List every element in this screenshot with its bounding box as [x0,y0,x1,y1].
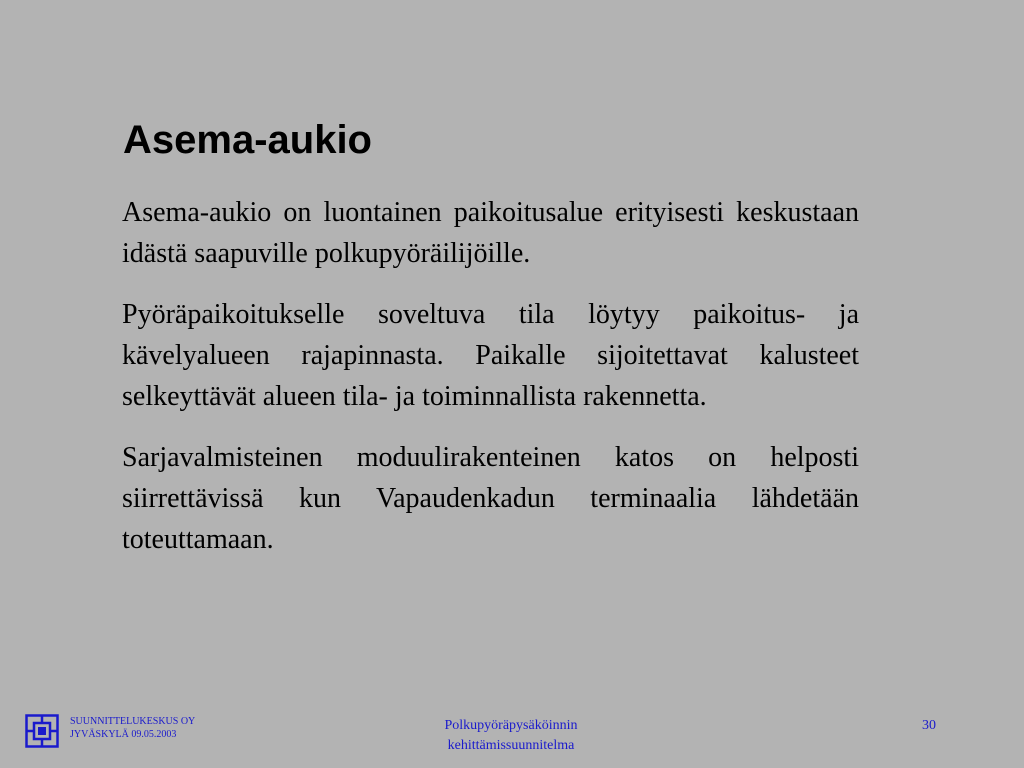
footer-org-location-date: JYVÄSKYLÄ 09.05.2003 [70,729,177,740]
page-number: 30 [922,718,936,733]
body-paragraph-3: Sarjavalmisteinen moduulirakenteinen katos on helposti siirrettävissä kun Vapaudenkadun terminaalia lähdetään toteuttamaan. [122,442,859,555]
footer-presentation-title [391,716,631,756]
body-paragraph-2: Pyöräpaikoitukselle soveltuva tila löytyy paikoitus- ja kävelyalueen rajapinnasta. Paikalle sijoitettavat kalusteet selkeyttävät alueen tila- ja toiminnallista rakennetta. [122,299,859,412]
body-paragraph-1: Asema-aukio on luontainen paikoitusalue erityisesti keskustaan idästä saapuville polkupyöräilijöille. [122,197,859,269]
footer-org-name: SUUNNITTELUKESKUS OY [70,716,196,727]
footer-title-line-2: kehittämissuunnitelma [447,738,575,753]
slide-title: Asema-aukio [123,118,372,162]
slide-body [122,192,859,580]
footer-organization [70,715,195,741]
footer-title-line-1: Polkupyöräpysäköinnin [444,718,578,733]
square-frame-logo-icon [25,714,59,748]
